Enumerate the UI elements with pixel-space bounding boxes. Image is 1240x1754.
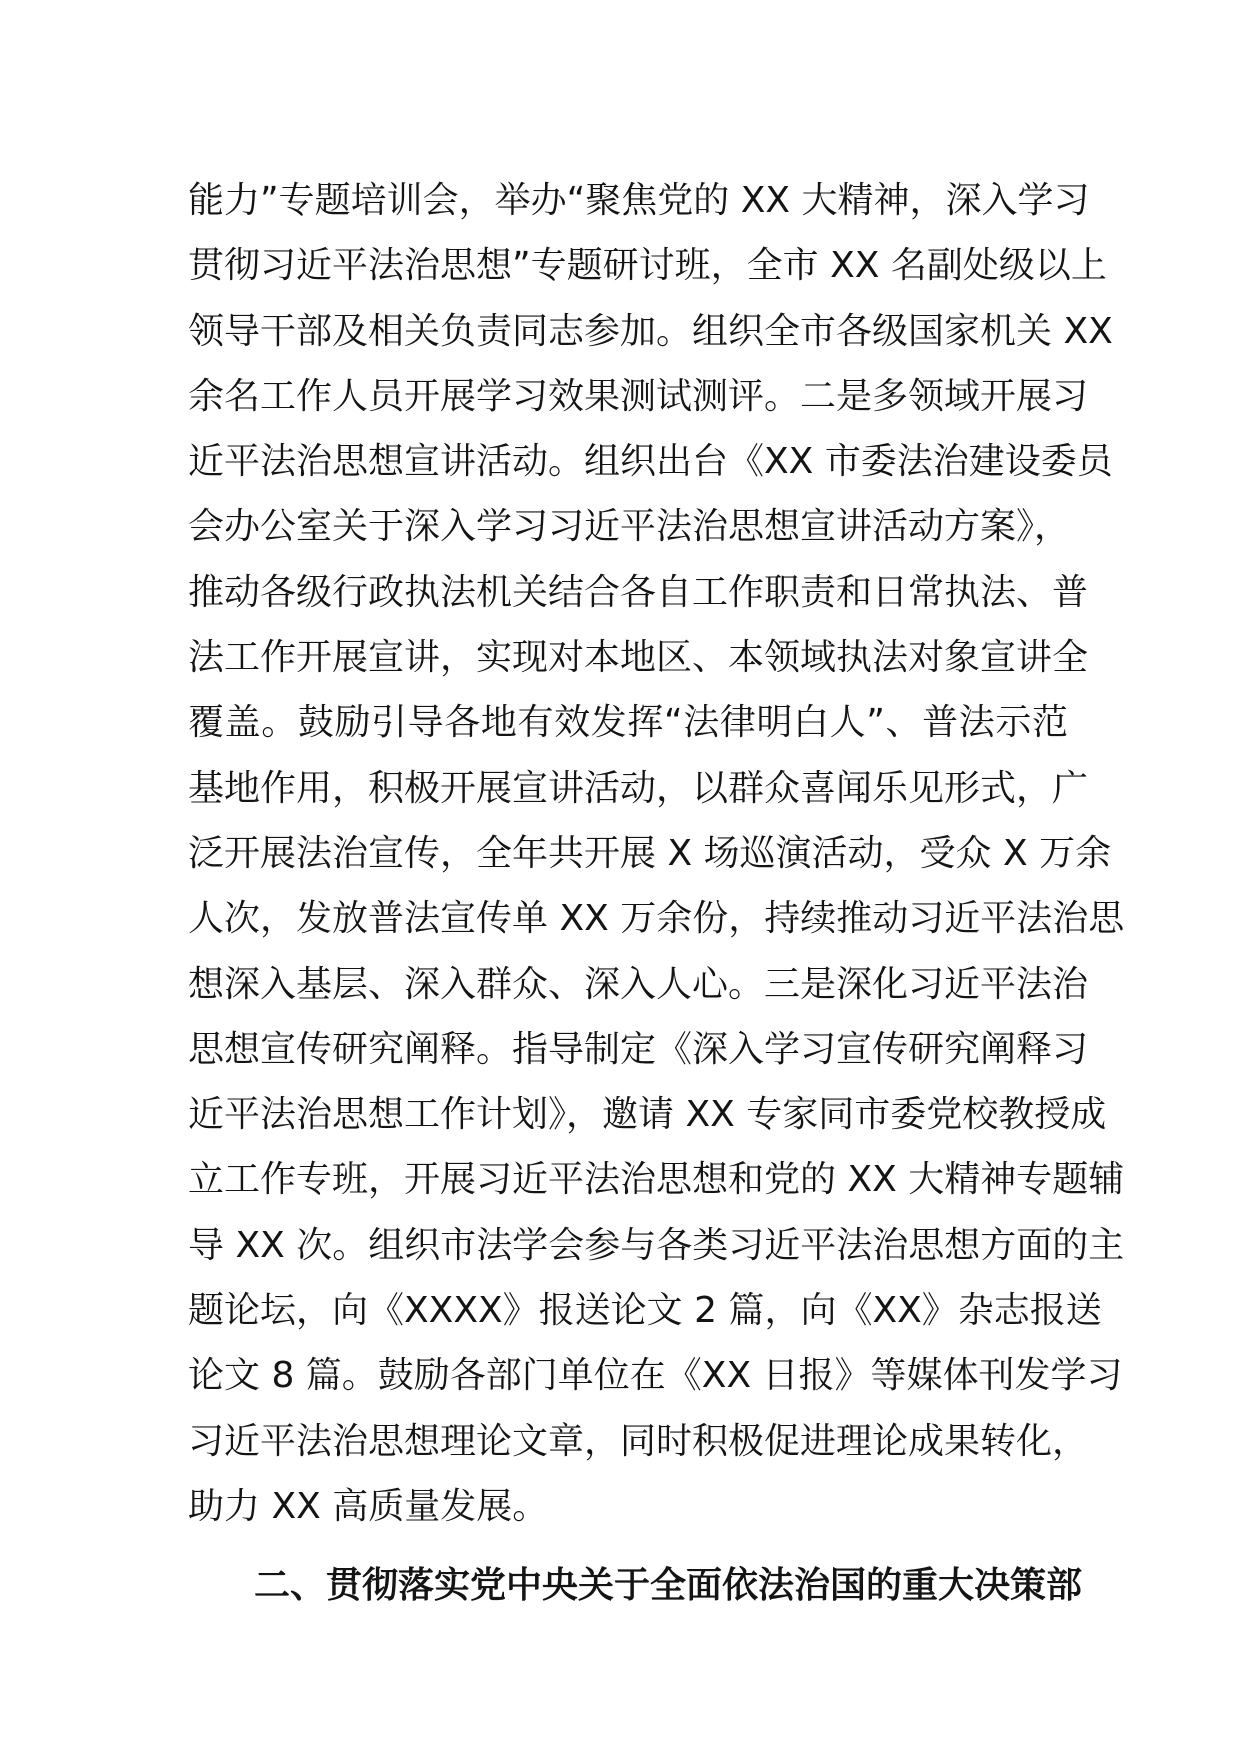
paragraph-line: 基地作用，积极开展宣讲活动，以群众喜闻乐见形式，广 [188,767,1089,809]
paragraph-line: 贯彻习近平法治思想”专题研讨班，全市 XX 名副处级以上 [188,245,1107,287]
paragraph-line: 论文 8 篇。鼓励各部门单位在《XX 日报》等媒体刊发学习 [188,1355,1123,1397]
paragraph-line: 推动各级行政执法机关结合各自工作职责和日常执法、普 [188,571,1089,613]
paragraph-line: 立工作专班，开展习近平法治思想和党的 XX 大精神专题辅 [188,1159,1125,1201]
paragraph-line: 会办公室关于深入学习习近平法治思想宣讲活动方案》， [188,506,1071,548]
paragraph-line: 人次，发放普法宣传单 XX 万余份，持续推动习近平法治思 [188,898,1125,940]
paragraph-line: 思想宣传研究阐释。指导制定《深入学习宣传研究阐释习 [188,1028,1089,1070]
paragraph-line: 习近平法治思想理论文章，同时积极促进理论成果转化， [188,1420,1089,1462]
paragraph-line: 法工作开展宣讲，实现对本地区、本领域执法对象宣讲全 [188,637,1089,679]
paragraph-line: 泛开展法治宣传，全年共开展 X 场巡演活动，受众 X 万余 [188,832,1112,874]
section-heading: 二、贯彻落实党中央关于全面依法治国的重大决策部 [254,1565,1083,1606]
paragraph-line: 领导干部及相关负责同志参加。组织全市各级国家机关 XX [188,310,1113,352]
paragraph-line-last: 助力 XX 高质量发展。 [188,1485,549,1527]
paragraph-line: 题论坛，向《XXXX》报送论文 2 篇，向《XX》杂志报送 [188,1290,1102,1332]
paragraph-line: 近平法治思想宣讲活动。组织出台《XX 市委法治建设委员 [188,441,1113,483]
paragraph-line: 余名工作人员开展学习效果测试测评。二是多领域开展习 [188,375,1089,417]
paragraph-line: 覆盖。鼓励引导各地有效发挥“法律明白人”、普法示范 [188,702,1068,744]
paragraph-line: 近平法治思想工作计划》，邀请 XX 专家同市委党校教授成 [188,1094,1107,1136]
body-paragraph [188,168,1125,1539]
paragraph-line: 想深入基层、深入群众、深入人心。三是深化习近平法治 [188,963,1089,1005]
paragraph-line: 导 XX 次。组织市法学会参与各类习近平法治思想方面的主 [188,1224,1125,1266]
paragraph-line: 能力”专题培训会，举办“聚焦党的 XX 大精神，深入学习 [188,180,1090,221]
